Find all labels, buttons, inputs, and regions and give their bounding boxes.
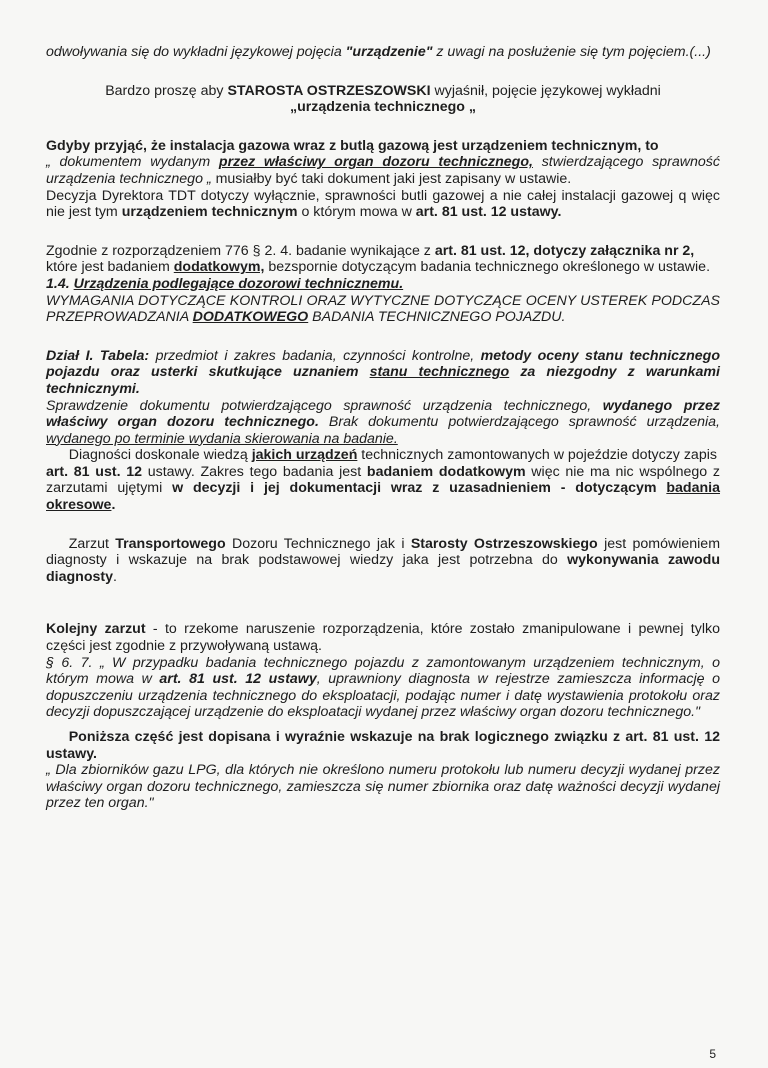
text: Zgodnie z rozporządzeniem 776 § 2. 4. badanie wynikające z <box>46 242 435 259</box>
bold-term: Kolejny zarzut <box>46 621 146 638</box>
punctuation: . <box>111 497 116 514</box>
bold-term: urządzeniem technicznym <box>121 204 298 221</box>
paragraph-next-charge <box>46 621 720 721</box>
paragraph-table-section <box>46 348 720 448</box>
bold-term: art. 81 ust. 12 ustawy. <box>415 204 562 221</box>
quote: „ Dla zbiorników gazu LPG, dla których nie określono numeru protokołu lub numeru decyzji wydanej przez właściwy organ dozoru technicznego, zamieszcza się numer zbiornika oraz datę ważności decyzji wydanej przez ten organ." <box>46 762 720 812</box>
section-title: Urządzenia podlegające dozorowi technicznemu. <box>73 275 404 292</box>
text: Sprawdzenie dokumentu potwierdzającego sprawność urządzenia technicznego, <box>46 397 603 414</box>
text: - to rzekome naruszenie rozporządzenia, które zostało zmanipulowane i pewnej tylko części jest zgodnie z przywoływaną ustawą. <box>46 621 720 655</box>
bold-term: Dział I. Tabela: <box>46 347 150 364</box>
bold-underlined-term: DODATKOWEGO <box>192 309 309 326</box>
bold-underlined-term: badania okresowe <box>46 480 720 514</box>
bold-term: w decyzji i jej dokumentacji wraz z uzasadnieniem - dotyczącym <box>172 480 667 497</box>
text: Diagności doskonale wiedzą <box>68 447 252 464</box>
quote: „ dokumentem wydanym <box>46 154 219 171</box>
quote: § 6. 7. „ W przypadku badania technicznego pojazdu z zamontowanym urządzeniem technicznym, o którym mowa w <box>46 654 720 688</box>
text: więc nie ma nic wspólnego z zarzutami ujętymi <box>46 463 720 497</box>
bold-term: metody oceny stanu technicznego pojazdu oraz usterki skutkujące uznaniem <box>46 347 721 381</box>
text: Bardzo proszę aby <box>105 82 228 99</box>
text: z uwagi na posłużenie się tym pojęciem.(...) <box>432 44 711 60</box>
bold-term: badaniem dodatkowym <box>366 463 526 480</box>
bold-underlined-term: dodatkowym, <box>173 259 265 276</box>
text: przedmiot i zakres badania, czynności kontrolne, <box>149 347 481 364</box>
paragraph-decision <box>46 188 720 221</box>
bold-underlined-term: jakich urządzeń <box>251 447 358 464</box>
paragraph-hypothesis <box>46 138 720 188</box>
bold-statement: Poniższa część jest dopisana i wyraźnie wskazuje na brak logicznego związku z art. 81 ust. 12 ustawy. <box>46 729 720 762</box>
bold-statement: Gdyby przyjąć, że instalacja gazowa wraz z butlą gazową jest urządzeniem technicznym, to <box>46 137 659 154</box>
bold-term: art. 81 ust. 12, dotyczy załącznika nr 2, <box>434 242 695 259</box>
text: ustawy. Zakres tego badania jest <box>142 463 367 480</box>
text: musiałby być taki dokument jaki jest zapisany w ustawie. <box>211 170 572 187</box>
bold-term: art. 81 ust. 12 ustawy <box>159 671 317 688</box>
quote: , uprawniony diagnosta w rejestrze zamieszcza informację o dopuszczeniu urządzenia technicznego do eksploatacji, podając numer i datę wystawienia protokołu oraz decyzji dopuszczającej urządzenie do eksploatacji wydanej przez właściwy organ dozoru technicznego." <box>46 671 720 721</box>
text: Dozoru Technicznego jak i <box>225 535 411 552</box>
underlined-text: wydanego po terminie wydania skierowania na badanie. <box>46 430 398 447</box>
paragraph-regulation <box>46 243 720 276</box>
paragraph-section-1-4 <box>46 276 720 326</box>
text: odwoływania się do wykładni językowej pojęcia <box>46 44 346 60</box>
bold-term: „urządzenia technicznego „ <box>289 99 477 116</box>
bold-term: Starosty Ostrzeszowskiego <box>410 535 598 552</box>
bold-term: wykonywania zawodu diagnosty <box>46 552 720 585</box>
text: WYMAGANIA DOTYCZĄCE KONTROLI ORAZ WYTYCZNE DOTYCZĄCE OCENY USTEREK PODCZAS PRZEPROWADZANIA <box>46 292 720 326</box>
bold-term: wydanego przez właściwy organ dozoru technicznego. <box>46 397 720 431</box>
text: technicznych zamontowanych w pojeździe dotyczy zapis <box>357 447 717 464</box>
text: bezspornie dotyczącym badania technicznego określonego w ustawie. <box>264 259 711 276</box>
section-number: 1.4. <box>46 275 74 292</box>
text: Zarzut <box>68 535 116 552</box>
text: Brak dokumentu potwierdzającego sprawność urządzenia, <box>318 414 720 431</box>
text: o którym mowa w <box>297 204 416 221</box>
bold-underlined-term: stanu technicznego <box>369 364 510 381</box>
bold-term: STAROSTA OSTRZESZOWSKI <box>227 82 431 99</box>
text: jest pomówieniem diagnosty i wskazuje na brak podstawowej wiedzy jaka jest potrzebna do <box>46 535 721 569</box>
text: BADANIA TECHNICZNEGO POJAZDU. <box>308 309 566 326</box>
paragraph-added-part <box>46 729 720 812</box>
bold-term: Transportowego <box>115 535 226 552</box>
paragraph-intro <box>46 44 720 61</box>
text: Decyzja Dyrektora TDT dotyczy wyłącznie, sprawności butli gazowej a nie całej instalacji gazowej q więc nie jest tym <box>46 187 720 221</box>
page-number: 5 <box>709 1047 716 1061</box>
bold-term: art. 81 ust. 12 <box>46 463 143 480</box>
paragraph-accusation <box>46 536 720 586</box>
text: które jest badaniem <box>46 259 174 276</box>
paragraph-diagnostics <box>46 447 720 513</box>
paragraph-request <box>46 83 720 116</box>
text: . <box>113 568 117 585</box>
emphasis-organ: przez właściwy organ dozoru technicznego, <box>218 154 533 171</box>
bold-term: "urządzenie" <box>345 44 433 60</box>
text: wyjaśnił, pojęcie językowej wykładni <box>430 82 661 99</box>
bold-term: za niezgodny z warunkami technicznymi. <box>46 364 720 397</box>
quote: stwierdzającego sprawność urządzenia technicznego „ <box>46 154 720 187</box>
